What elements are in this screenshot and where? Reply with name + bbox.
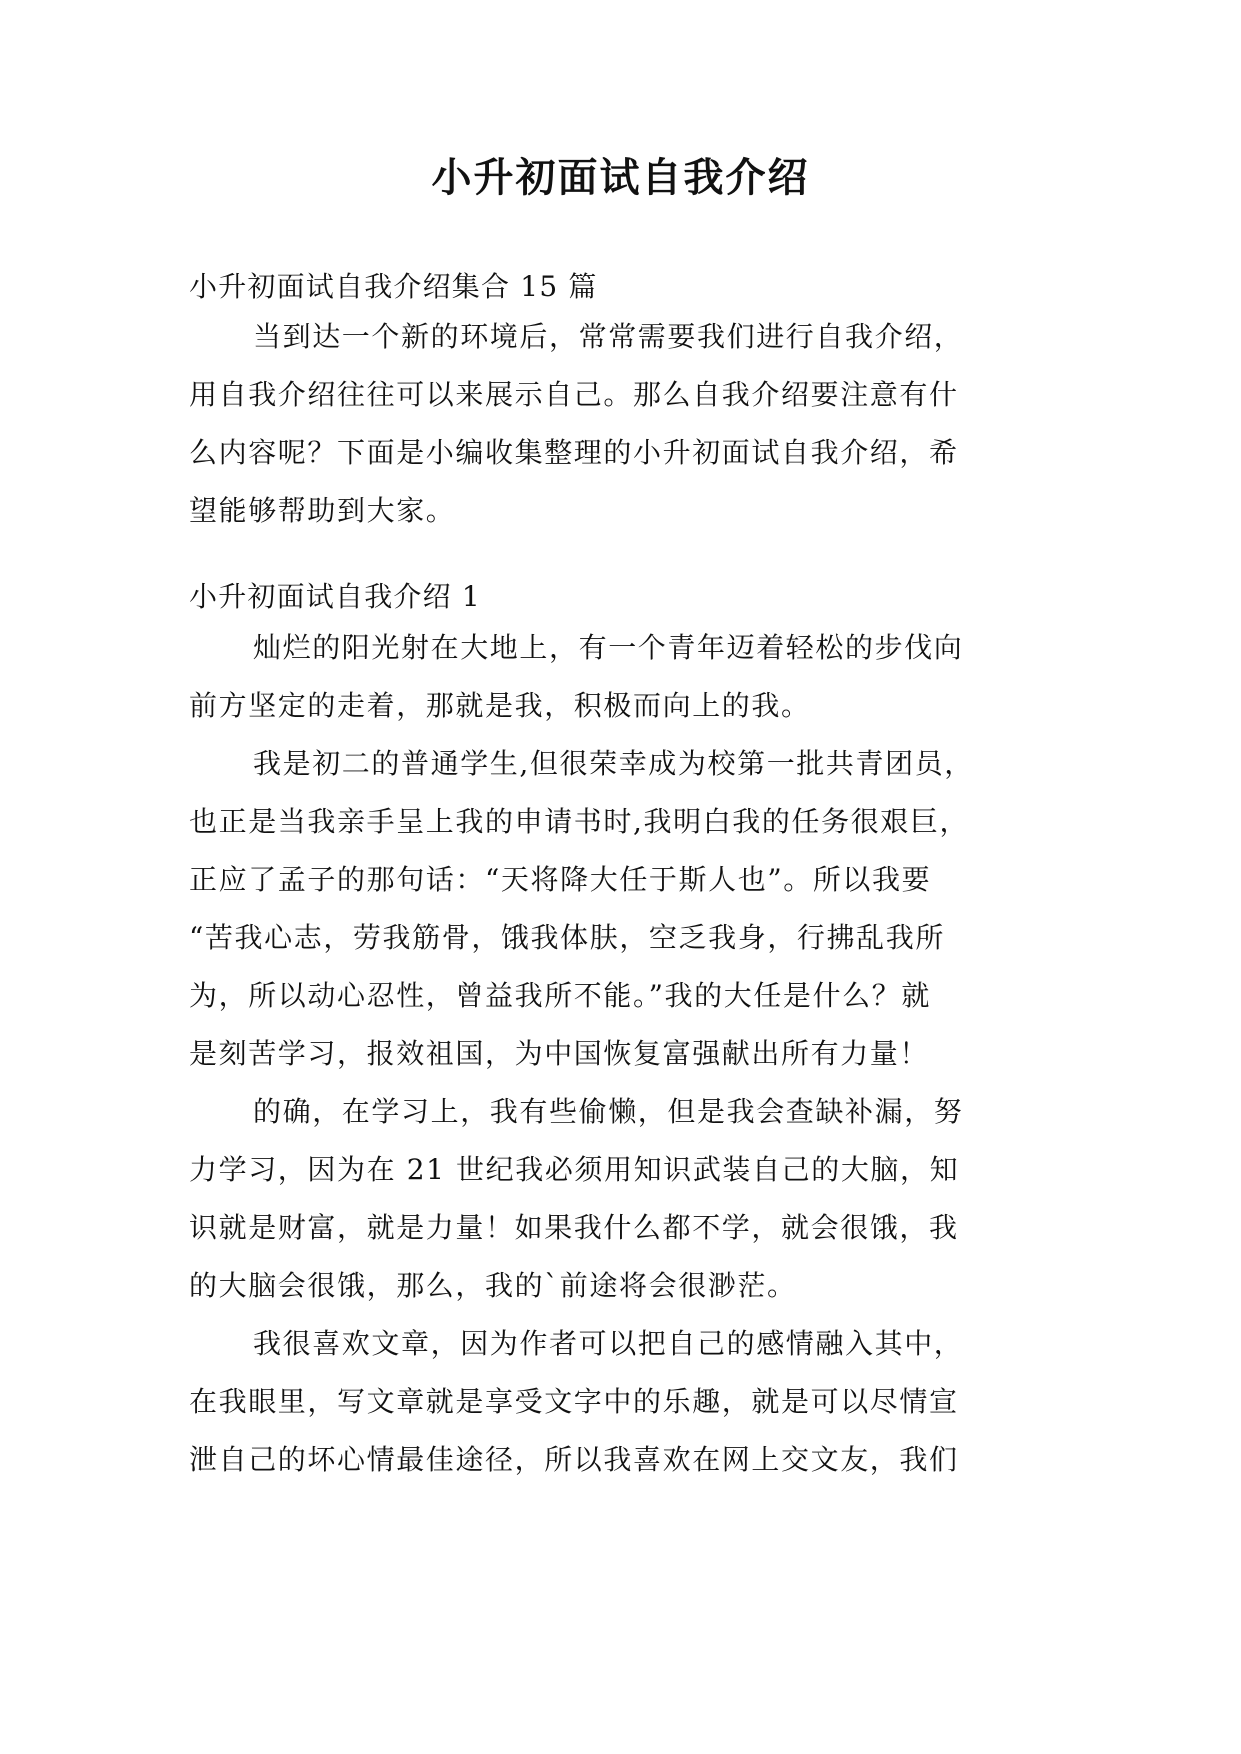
section-body	[189, 619, 1049, 1489]
paragraph-line: 的确，在学习上，我有些偷懒，但是我会查缺补漏，努	[253, 1095, 964, 1128]
paragraph-line: 是刻苦学习，报效祖国，为中国恢复富强献出所有力量！	[189, 1037, 930, 1070]
paragraph-line: 正应了孟子的那句话：“天将降大任于斯人也”。所以我要	[189, 863, 932, 896]
paragraph	[189, 1083, 1049, 1315]
paragraph-line: 为，所以动心忍性，曾益我所不能。”我的大任是什么？就	[189, 979, 931, 1012]
paragraph-line: 识就是财富，就是力量！如果我什么都不学，就会很饿，我	[189, 1211, 959, 1244]
paragraph-line: 灿烂的阳光射在大地上，有一个青年迈着轻松的步伐向	[253, 631, 964, 664]
paragraph	[189, 619, 1049, 735]
intro-line: 望能够帮助到大家。	[189, 494, 456, 527]
paragraph-line: 泄自己的坏心情最佳途径，所以我喜欢在网上交文友，我们	[189, 1443, 959, 1476]
paragraph-line: “苦我心志，劳我筋骨，饿我体肤，空乏我身，行拂乱我所	[189, 921, 945, 954]
intro-line: 么内容呢？下面是小编收集整理的小升初面试自我介绍，希	[189, 436, 959, 469]
paragraph-line: 也正是当我亲手呈上我的申请书时,我明白我的任务很艰巨，	[189, 805, 970, 838]
intro-line: 用自我介绍往往可以来展示自己。那么自我介绍要注意有什	[189, 378, 959, 411]
paragraph-line: 的大脑会很饿，那么，我的`前途将会很渺茫。	[189, 1269, 797, 1302]
collection-subtitle: 小升初面试自我介绍集合 15 篇	[189, 270, 598, 303]
paragraph	[189, 1315, 1049, 1489]
paragraph-line: 前方坚定的走着，那就是我，积极而向上的我。	[189, 689, 811, 722]
page-title: 小升初面试自我介绍	[431, 154, 810, 201]
intro-line: 当到达一个新的环境后，常常需要我们进行自我介绍，	[253, 320, 964, 353]
paragraph-line: 我是初二的普通学生,但很荣幸成为校第一批共青团员，	[253, 747, 974, 780]
intro-paragraph	[189, 308, 1049, 540]
paragraph	[189, 735, 1049, 1083]
section-heading: 小升初面试自我介绍 1	[189, 580, 481, 613]
paragraph-line: 我很喜欢文章，因为作者可以把自己的感情融入其中，	[253, 1327, 964, 1360]
paragraph-line: 在我眼里，写文章就是享受文字中的乐趣，就是可以尽情宣	[189, 1385, 959, 1418]
paragraph-line: 力学习，因为在 21 世纪我必须用知识武装自己的大脑，知	[189, 1153, 960, 1186]
